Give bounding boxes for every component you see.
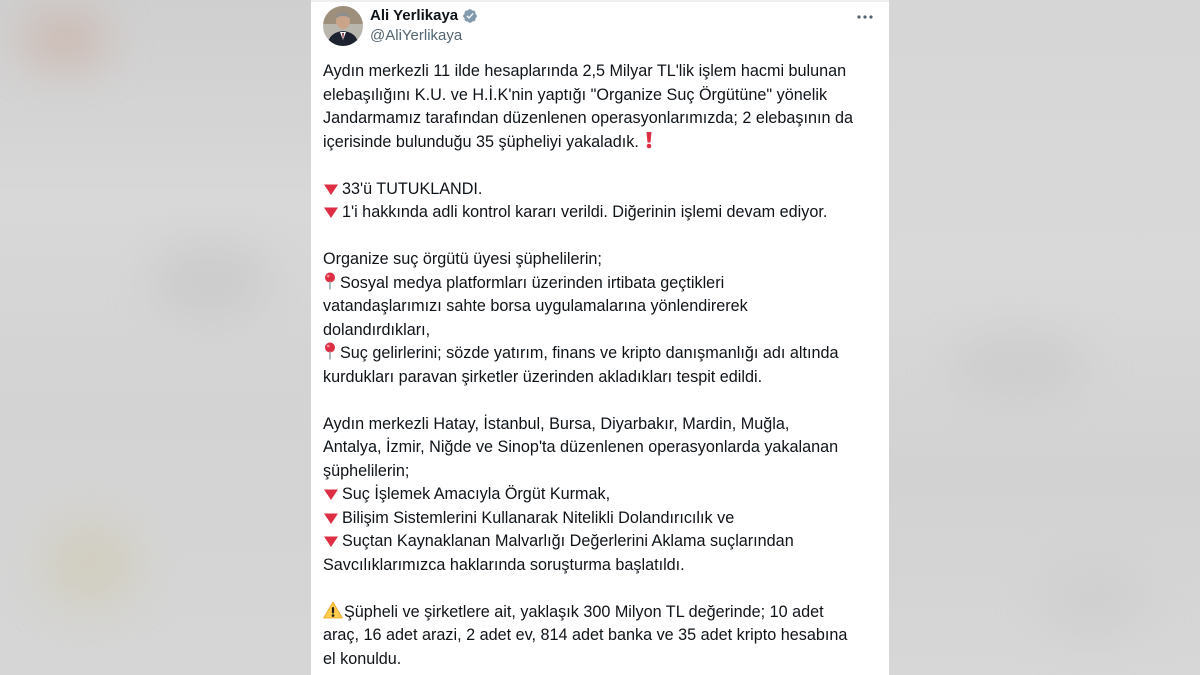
tweet-card: [311, 0, 889, 675]
red-triangle-down-icon: [323, 512, 339, 525]
author-handle[interactable]: @AliYerlikaya: [370, 27, 463, 44]
result-item: 33'ü TUTUKLANDI.: [323, 178, 879, 202]
charge-item: Suç İşlemek Amacıyla Örgüt Kurmak,: [323, 483, 879, 507]
text-line: dolandırdıkları,: [323, 320, 431, 339]
verified-badge-icon: [462, 8, 478, 24]
warning-icon: [323, 601, 343, 619]
pin-item: Suç gelirlerini; sözde yatırım, finans ve kripto danışmanlığı adı altında: [323, 342, 879, 366]
charge-item: Suçtan Kaynaklanan Malvarlığı Değerlerini Aklama suçlarından: [323, 530, 879, 554]
text-line: araç, 16 adet arazi, 2 adet ev, 814 adet banka ve 35 adet kripto hesabına: [323, 626, 848, 644]
text-line: vatandaşlarımızı sahte borsa uygulamalarına yönlendirerek: [323, 297, 748, 315]
red-triangle-down-icon: [323, 183, 339, 196]
exclamation-icon: [645, 131, 653, 149]
warning-item: Şüpheli ve şirketlere ait, yaklaşık 300 Milyon TL değerinde; 10 adet: [323, 601, 879, 625]
text-line: kurdukları paravan şirketler üzerinden akladıkları tespit edildi.: [323, 367, 763, 386]
avatar[interactable]: [323, 6, 363, 46]
text-line: şüphelilerin;: [323, 461, 410, 480]
background-right: [889, 0, 1200, 675]
text-line: Aydın merkezli Hatay, İstanbul, Bursa, Diyarbakır, Mardin, Muğla,: [323, 414, 790, 433]
red-triangle-down-icon: [323, 535, 339, 548]
author-name[interactable]: Ali Yerlikaya: [370, 7, 459, 24]
text-line: Antalya, İzmir, Niğde ve Sinop'ta düzenlenen operasyonlarda yakalanan: [323, 438, 839, 456]
pin-item: Sosyal medya platformları üzerinden irtibata geçtikleri: [323, 272, 879, 296]
text-line: el konuldu.: [323, 649, 402, 668]
text-line: Jandarmamız tarafından düzenlenen operasyonlarımızda; 2 elebaşının da: [323, 109, 854, 127]
text-line: Organize suç örgütü üyesi şüphelilerin;: [323, 250, 602, 268]
red-triangle-down-icon: [323, 488, 339, 501]
text-line: elebaşılığını K.U. ve H.İ.K'nin yaptığı "Organize Suç Örgütüne" yönelik: [323, 85, 828, 104]
round-pushpin-icon: [323, 272, 337, 290]
text-line: içerisinde bulunduğu 35 şüpheliyi yakaladık.: [323, 131, 879, 155]
text-line: Savcılıklarımızca haklarında soruşturma başlatıldı.: [323, 555, 685, 574]
text-line: Aydın merkezli 11 ilde hesaplarında 2,5 Milyar TL'lik işlem hacmi bulunan: [323, 62, 847, 80]
result-item: 1'i hakkında adli kontrol kararı verildi. Diğerinin işlemi devam ediyor.: [323, 201, 879, 225]
charge-item: Bilişim Sistemlerini Kullanarak Nitelikli Dolandırıcılık ve: [323, 507, 879, 531]
background-left: [0, 0, 311, 675]
round-pushpin-icon: [323, 342, 337, 360]
red-triangle-down-icon: [323, 206, 339, 219]
tweet-text: [323, 60, 879, 671]
more-options-icon[interactable]: [855, 8, 875, 26]
previous-tweet-edge: [311, 0, 889, 2]
